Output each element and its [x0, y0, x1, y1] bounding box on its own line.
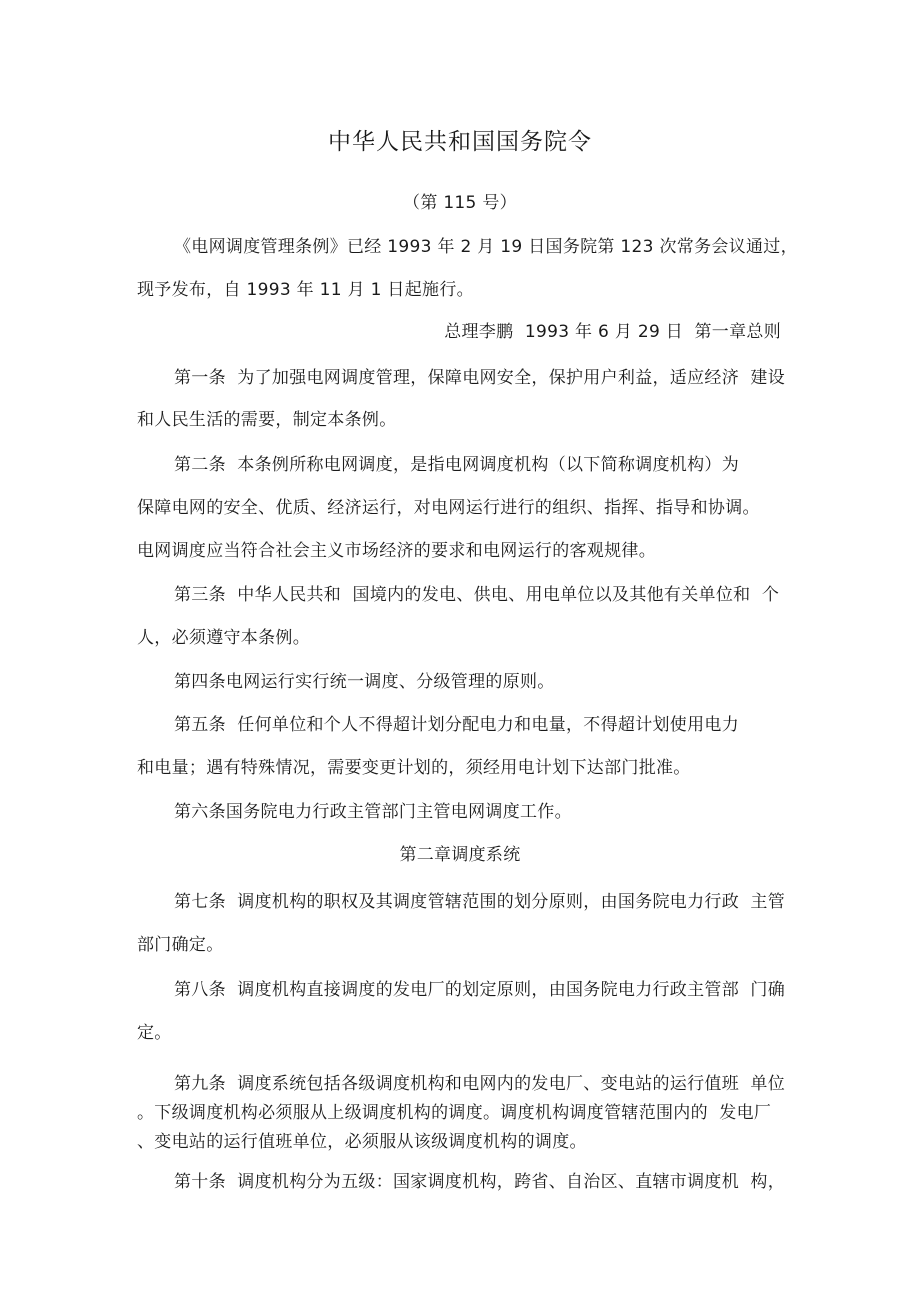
article-6-line: 第六条国务院电力行政主管部门主管电网调度工作。: [174, 802, 572, 822]
article-8-line: 第八条 调度机构直接调度的发电厂的划定原则，由国务院电力行政主管部 门确: [174, 980, 786, 1000]
article-10-line: 第十条 调度机构分为五级：国家调度机构，跨省、自治区、直辖市调度机 构，: [174, 1172, 786, 1192]
chapter-2-heading: 第二章调度系统: [399, 845, 521, 865]
article-5-line: 第五条 任何单位和个人不得超计划分配电力和电量，不得超计划使用电力: [174, 715, 740, 735]
article-7-line: 部门确定。: [137, 935, 224, 955]
article-3-line: 第三条 中华人民共和 国境内的发电、供电、用电单位以及其他有关单位和 个: [174, 585, 780, 605]
preamble-line: 现予发布，自 1993 年 11 月 1 日起施行。: [137, 280, 474, 300]
article-4-line: 第四条电网运行实行统一调度、分级管理的原则。: [174, 672, 555, 692]
document-title: 中华人民共和国国务院令: [328, 129, 592, 155]
signature-line: 总理李鹏 1993 年 6 月 29 日 第一章总则: [444, 322, 781, 342]
article-7-line: 第七条 调度机构的职权及其调度管辖范围的划分原则，由国务院电力行政 主管: [174, 892, 786, 912]
article-9-line: 。下级调度机构必须服从上级调度机构的调度。调度机构调度管辖范围内的 发电厂: [137, 1103, 772, 1123]
article-9-line: 、变电站的运行值班单位，必须服从该级调度机构的调度。: [137, 1132, 587, 1152]
article-1-line: 第一条 为了加强电网调度管理，保障电网安全，保护用户利益，适应经济 建设: [174, 368, 786, 388]
preamble-line: 《电网调度管理条例》已经 1993 年 2 月 19 日国务院第 123 次常务会议通过，: [174, 237, 798, 257]
article-8-line: 定。: [137, 1023, 172, 1043]
article-2-line: 电网调度应当符合社会主义市场经济的要求和电网运行的客观规律。: [137, 541, 656, 561]
article-2-line: 第二条 本条例所称电网调度，是指电网调度机构（以下简称调度机构）为: [174, 455, 740, 475]
article-2-line: 保障电网的安全、优质、经济运行，对电网运行进行的组织、指挥、指导和协调。: [137, 498, 760, 518]
article-5-line: 和电量；遇有特殊情况，需要变更计划的，须经用电计划下达部门批准。: [137, 758, 691, 778]
order-number: （第 115 号）: [403, 193, 517, 213]
article-3-line: 人，必须遵守本条例。: [137, 628, 310, 648]
article-1-line: 和人民生活的需要，制定本条例。: [137, 410, 397, 430]
article-9-line: 第九条 调度系统包括各级调度机构和电网内的发电厂、变电站的运行值班 单位: [174, 1074, 786, 1094]
